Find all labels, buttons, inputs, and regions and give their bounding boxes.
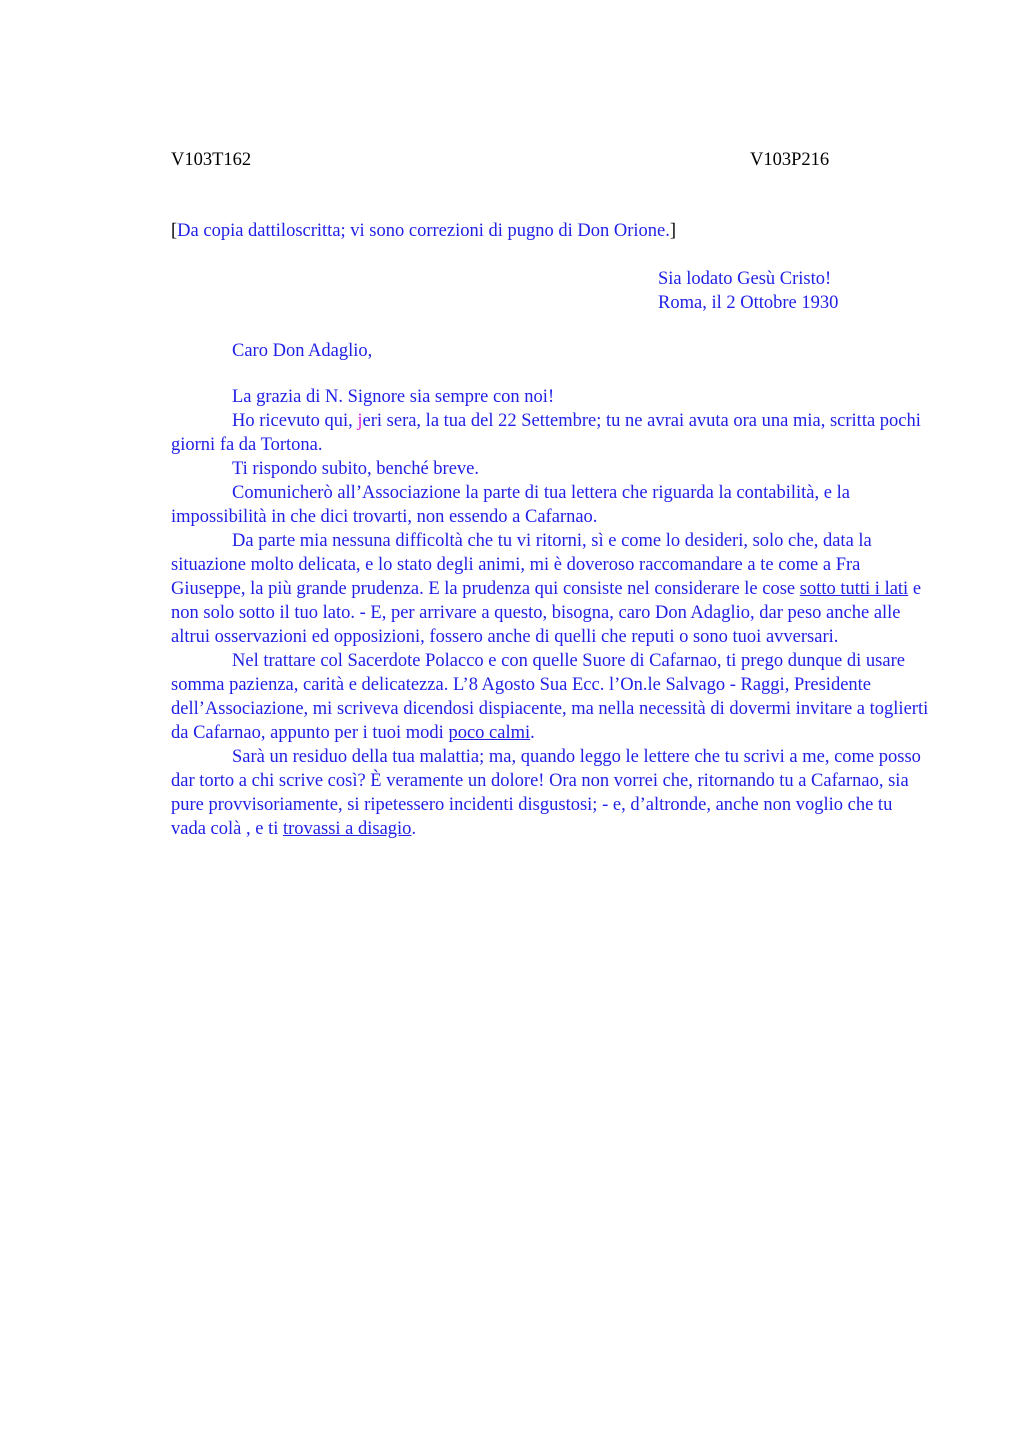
paragraph bbox=[171, 409, 931, 457]
text-span: Nel trattare col Sacerdote Polacco e con quelle Suore di Cafarnao, ti prego dunque di usare somma pazienza, carità e delicatezza. L’8 Agosto Sua Ecc. l’On.le Salvago - Raggi, Presidente dell’Associazione, mi scriveva dicendosi dispiacente, ma nella necessità di dovermi invitare a toglierti da Cafarnao, appunto per i tuoi modi bbox=[171, 651, 929, 743]
paragraph bbox=[171, 529, 931, 649]
paragraph: Comunicherò all’Associazione la parte di tua lettera che riguarda la contabilità, e la impossibilità in che dici trovarti, non essendo a Cafarnao. bbox=[171, 483, 850, 527]
text-span: Da parte mia nessuna difficoltà che tu vi ritorni, sì e come lo desideri, solo che, data la situazione molto delicata, e lo stato degli animi, mi è doveroso raccomandare a te come a Fra Giuseppe, la più grande prudenza. E la prudenza qui consiste nel considerare le cose bbox=[171, 531, 872, 599]
underlined-text: sotto tutti i lati bbox=[799, 579, 909, 599]
place-date-line: Roma, il 2 Ottobre 1930 bbox=[658, 293, 839, 313]
salutation-line: Sia lodato Gesù Cristo! bbox=[658, 269, 832, 289]
text-span: eri sera, la tua del 22 Settembre; tu ne avrai avuta ora una mia, scritta pochi giorni fa da Tortona. bbox=[171, 411, 921, 455]
text-span: Ho ricevuto qui, bbox=[232, 411, 358, 431]
underlined-text: trovassi a disagio bbox=[282, 819, 412, 839]
letter-body bbox=[171, 385, 931, 841]
note-open-bracket: [ bbox=[171, 221, 178, 241]
editorial-note bbox=[171, 219, 676, 243]
text-span: e non solo sotto il tuo lato. - E, per arrivare a questo, bisogna, caro Don Adaglio, dar peso anche alle altrui osservazioni ed opposizioni, fossero anche di quelli che reputi o sono tuoi avversari. bbox=[171, 579, 922, 647]
underlined-text: poco calmi bbox=[448, 723, 531, 743]
paragraph bbox=[171, 649, 931, 745]
paragraph: Ti rispondo subito, benché breve. bbox=[232, 459, 479, 479]
greeting: Caro Don Adaglio, bbox=[232, 341, 373, 361]
note-text: Da copia dattiloscritta; vi sono correzioni di pugno di Don Orione. bbox=[177, 221, 670, 241]
note-close-bracket: ] bbox=[669, 221, 677, 241]
correction-letter: j bbox=[357, 411, 363, 431]
paragraph: La grazia di N. Signore sia sempre con noi! bbox=[232, 387, 555, 407]
document-code-right: V103P216 bbox=[750, 150, 830, 170]
paragraph bbox=[171, 745, 931, 841]
text-span: Sarà un residuo della tua malattia; ma, quando leggo le lettere che tu scrivi a me, come posso dar torto a chi scrive così? È veramente un dolore! Ora non vorrei che, ritornando tu a Cafarnao, sia pure provvisoriamente, si ripetessero incidenti disgustosi; - e, d’altronde, anche non voglio che tu vada colà , e ti bbox=[171, 747, 921, 839]
text-span: . bbox=[411, 819, 417, 839]
salutation-block bbox=[658, 267, 838, 315]
document-code-left: V103T162 bbox=[171, 150, 252, 170]
text-span: . bbox=[530, 723, 535, 743]
